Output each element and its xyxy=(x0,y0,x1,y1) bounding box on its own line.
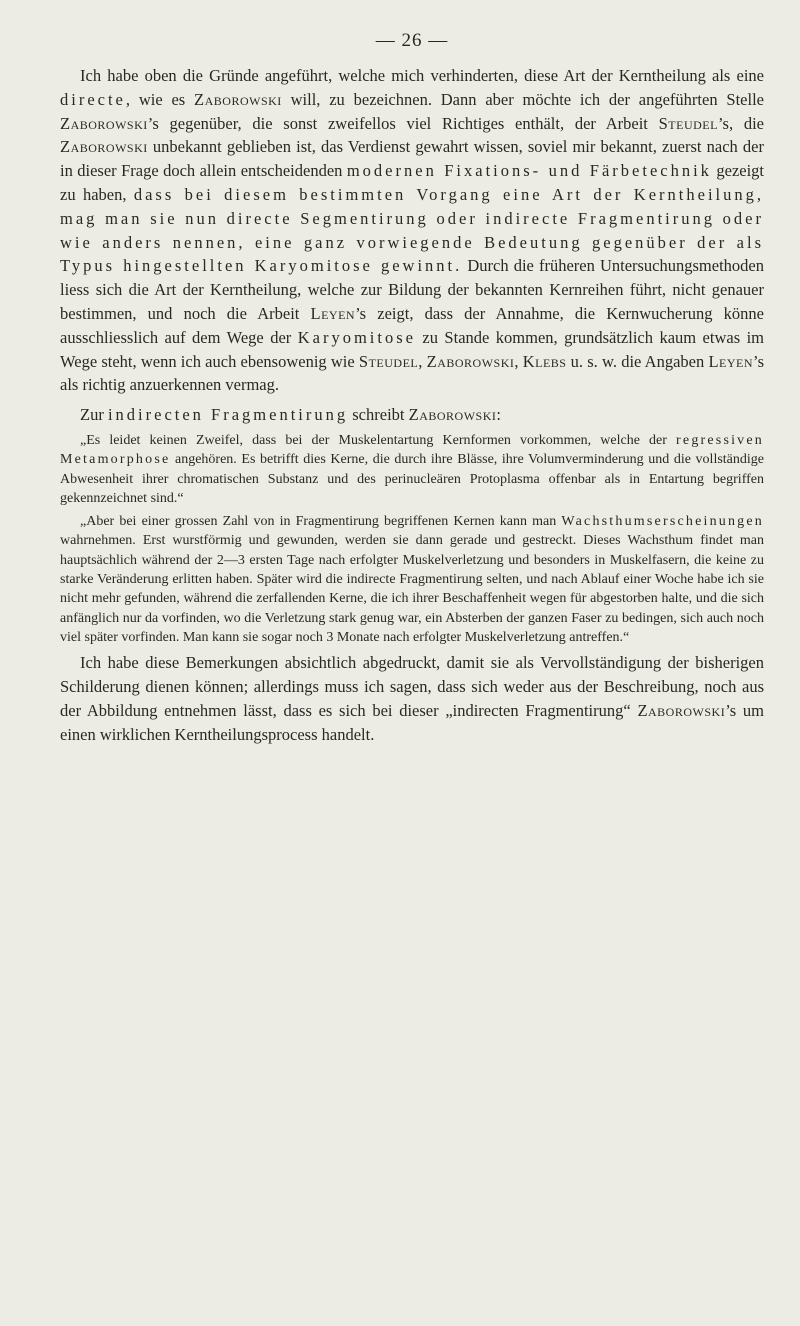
paragraph-3-segment: „Es leidet keinen Zweifel, dass bei der Muskelentartung Kernformen vorkommen, welche der xyxy=(80,432,677,448)
paragraph-1-segment: unbekannt geblieben ist, das Verdienst gewahrt wissen, soviel mir bekannt, zuerst nach der in dieser Frage doch allein entscheidenden xyxy=(60,137,764,181)
paragraph-1-segment: dass bei diesem bestimmten Vorgang eine Art der Kerntheilung, mag man sie nun directe Segmentirung oder indirecte Fragmentirung oder wie anders nennen, eine ganz vorwiegende Bedeutung gegenüber der als Typus hingestellten Karyomitose gewinnt. xyxy=(60,184,764,276)
paragraph-1-segment: Steudel xyxy=(358,351,419,371)
paragraph-1-segment: Leyen xyxy=(310,303,356,323)
paragraph-4 xyxy=(60,512,764,647)
paragraph-2-segment: schreibt xyxy=(348,405,409,425)
paragraph-1-segment: u. s. w. die Angaben xyxy=(566,351,709,371)
paragraph-1-segment: will, zu bezeichnen. Dann aber möchte ich der angeführten Stelle xyxy=(281,89,764,109)
paragraph-1-segment: Zaborowski xyxy=(60,113,148,133)
paragraph-3-segment: angehören. Es betrifft dies Kerne, die durch ihre Blässe, ihre Volumverminderung und die vollständige Abwesenheit ihrer chromatischen Substanz und des perinucleären Protoplasma offenbar als in Entartung begriffen gekennzeichnet sind.“ xyxy=(60,452,764,506)
body-text xyxy=(60,64,764,746)
paragraph-5 xyxy=(60,651,764,746)
paragraph-2-segment: indirecten Fragmentirung xyxy=(107,405,349,425)
paragraph-1-segment: Zaborowski xyxy=(194,89,282,109)
paragraph-5-segment: Ich habe diese Bemerkungen absichtlich abgedruckt, damit sie als Vervollständigung der bisherigen Schilderung dienen können; allerdings muss ich sagen, dass sich weder aus der Beschreibung, noch aus der Abbildung entnehmen lässt, dass es sich bei dieser „indirecten Fragmentirung“ xyxy=(60,653,764,720)
paragraph-1-segment: ’s gegenüber, die sonst zweifellos viel Richtiges enthält, der Arbeit xyxy=(147,113,659,133)
paragraph-5-segment: Zaborowski xyxy=(637,700,726,720)
paragraph-3-segment: regressiven Metamorphose xyxy=(60,432,764,468)
paragraph-1-segment: , xyxy=(418,351,427,371)
paragraph-1-segment: Ich habe oben die Gründe angeführt, welche mich verhinderten, diese Art der Kerntheilung als eine xyxy=(80,66,764,85)
paragraph-1-segment: zu Stande kommen, grundsätzlich kaum etwas im Wege steht, wenn ich auch ebensowenig wie xyxy=(60,327,764,371)
paragraph-1-segment: , xyxy=(514,351,523,371)
paragraph-1-segment: ’s zeigt, dass der Annahme, die Kernwucherung könne ausschliesslich auf dem Wege der xyxy=(60,303,764,347)
paragraph-3 xyxy=(60,431,764,508)
paragraph-1 xyxy=(60,64,764,397)
paragraph-1-segment: Zaborowski xyxy=(60,137,148,157)
paragraph-2-segment: Zaborowski xyxy=(408,405,497,425)
paragraph-4-segment: „Aber bei einer grossen Zahl von in Fragmentirung begriffenen Kernen kann man xyxy=(80,514,562,530)
paragraph-5-segment: ’s um einen wirklichen Kerntheilungsprocess handelt. xyxy=(60,700,764,744)
paragraph-2 xyxy=(60,403,764,427)
paragraph-1-segment: Karyomitose xyxy=(297,327,416,347)
paragraph-1-segment: Zaborowski xyxy=(426,351,515,371)
document-page xyxy=(60,30,764,746)
paragraph-4-segment: Wachsthumserscheinungen xyxy=(561,514,764,530)
paragraph-1-segment: Durch die früheren Untersuchungsmethoden liess sich die Art der Kerntheilung, welche zur Bildung der bekannten Kernreihen führt, nicht genauer bestimmen, und noch die Arbeit xyxy=(60,256,764,323)
paragraph-1-segment: ’s, die xyxy=(717,113,764,133)
page-number: — 26 — xyxy=(375,30,449,51)
paragraph-4-segment: wahrnehmen. Erst wurstförmig und gewunden, werden sie dann gerade und gestreckt. Dieses Wachsthum findet man hauptsächlich während der 2—3 ersten Tage nach erfolgter Muskelverletzung und besonders in Muskelfasern, die keine zu starke Veränderung erlitten haben. Später wird die indirecte Fragmentirung selten, und nach Ablauf einer Woche habe ich sie nicht mehr gefunden, während die zerfallenden Kerne, die ich ihrer Beschaffenheit wegen für abgestorben halte, und die sich anfänglich nur da vorfinden, wo die Verletzung stark genug war, ein Absterben der ganzen Faser zu bedingen, sich auch noch viel später vorfinden. Man kann sie sogar noch 3 Monate nach erfolgter Muskelverletzung antreffen.“ xyxy=(60,533,764,645)
paragraph-2-segment: Zur xyxy=(80,405,108,425)
paragraph-1-segment: modernen Fixations- und Färbetechnik xyxy=(346,161,712,181)
paragraph-1-segment: directe xyxy=(60,89,126,109)
paragraph-2-segment: : xyxy=(496,405,501,425)
paragraph-1-segment: Leyen xyxy=(708,351,754,371)
paragraph-1-segment: ’s als richtig anzuerkennen vermag. xyxy=(60,351,765,395)
paragraph-1-segment: Steudel xyxy=(658,113,718,133)
paragraph-1-segment: , wie es xyxy=(125,89,195,109)
paragraph-1-segment: gezeigt zu haben, xyxy=(60,161,765,204)
paragraph-1-segment: Klebs xyxy=(522,351,567,371)
